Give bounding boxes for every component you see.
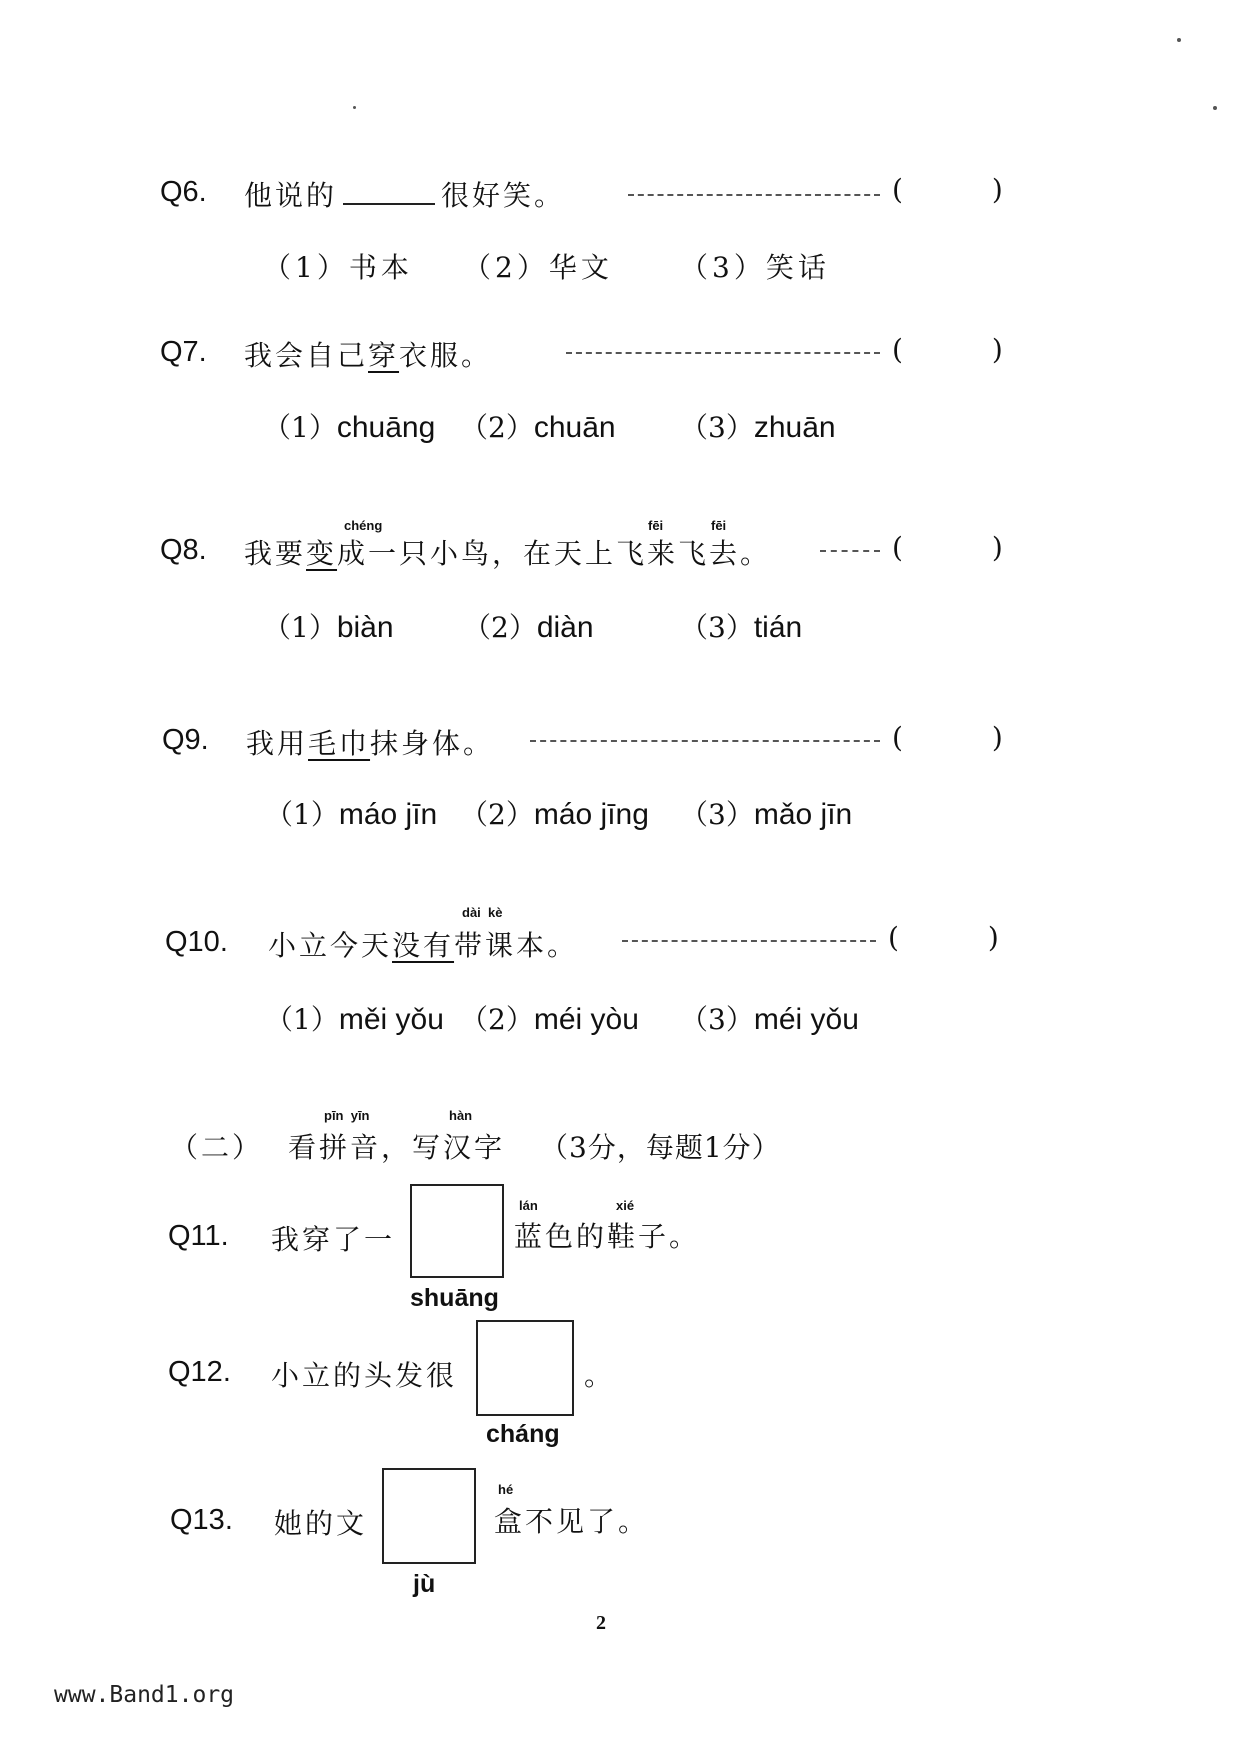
- dashed-leader: [820, 550, 880, 552]
- question-sentence: 小立今天没有带课本。: [268, 929, 579, 962]
- option-1: （1）biàn: [263, 611, 394, 644]
- sentence-text: 蓝色的鞋子。: [514, 1220, 701, 1253]
- answer-box[interactable]: [410, 1184, 504, 1278]
- question-sentence: 我会自己穿衣服。: [244, 339, 493, 372]
- answer-parentheses[interactable]: ( ): [888, 921, 999, 954]
- target-word: 毛巾: [308, 727, 371, 760]
- answer-parentheses[interactable]: ( ): [892, 173, 1003, 206]
- footer-url: www.Band1.org: [54, 1682, 235, 1708]
- option-1: （1）máo jīn: [265, 798, 438, 831]
- scan-speck: [1177, 38, 1181, 42]
- ruby-pinyin: hàn: [449, 1108, 473, 1123]
- question-number: Q6.: [160, 176, 207, 208]
- ruby-pinyin: hé: [498, 1482, 514, 1497]
- page-number: 2: [596, 1612, 606, 1634]
- question-sentence: 我用毛巾抹身体。: [246, 727, 495, 760]
- sentence-text: 。: [584, 1359, 616, 1392]
- option-2: （2）máo jīng: [460, 798, 649, 831]
- dashed-leader: [530, 740, 880, 742]
- question-number: Q12.: [168, 1356, 231, 1388]
- option-2: （2）diàn: [463, 611, 594, 644]
- option-1: （1）书本: [263, 251, 413, 284]
- question-number: Q13.: [170, 1504, 233, 1536]
- sentence-text: 他说的: [244, 179, 338, 212]
- question-number: Q10.: [165, 926, 228, 958]
- scan-speck: [1213, 106, 1217, 110]
- sentence-text: 我穿了一: [271, 1223, 396, 1256]
- dashed-leader: [628, 194, 880, 196]
- option-2: （2）méi yòu: [460, 1003, 639, 1036]
- option-3: （3）tián: [680, 611, 803, 644]
- section-title: 看拼音，写汉字: [288, 1131, 506, 1164]
- option-1: （1）chuāng: [263, 411, 436, 444]
- sentence-text: 很好笑。: [441, 179, 566, 212]
- section-score: （3分，每题1分）: [540, 1131, 781, 1164]
- section-number: （二）: [170, 1131, 264, 1164]
- target-word: 没有: [392, 929, 455, 962]
- option-2: （2）华文: [463, 251, 613, 284]
- option-2: （2）chuān: [460, 411, 616, 444]
- answer-blank-line: [343, 203, 435, 205]
- ruby-pinyin: dài kè: [462, 905, 503, 920]
- box-pinyin: shuāng: [410, 1284, 499, 1312]
- box-pinyin: jù: [413, 1570, 436, 1598]
- question-number: Q9.: [162, 724, 209, 756]
- answer-parentheses[interactable]: ( ): [892, 333, 1003, 366]
- answer-box[interactable]: [476, 1320, 574, 1416]
- sentence-text: 她的文: [274, 1507, 368, 1540]
- box-pinyin: cháng: [486, 1420, 560, 1448]
- question-sentence: 我要变成一只小鸟，在天上飞来飞去。: [244, 537, 772, 570]
- answer-parentheses[interactable]: ( ): [892, 721, 1003, 754]
- ruby-pinyin: fēi: [648, 518, 664, 533]
- question-number: Q7.: [160, 336, 207, 368]
- dashed-leader: [566, 352, 880, 354]
- option-3: （3）笑话: [680, 251, 830, 284]
- sentence-text: 盒不见了。: [494, 1505, 650, 1538]
- ruby-pinyin: xié: [616, 1198, 635, 1213]
- answer-box[interactable]: [382, 1468, 476, 1564]
- question-number: Q8.: [160, 534, 207, 566]
- ruby-pinyin: fēi: [711, 518, 727, 533]
- option-3: （3）mǎo jīn: [680, 798, 853, 831]
- question-sentence: [244, 174, 565, 214]
- question-number: Q11.: [168, 1220, 229, 1252]
- option-3: （3）méi yǒu: [680, 1003, 859, 1036]
- dashed-leader: [622, 940, 876, 942]
- option-1: （1）měi yǒu: [265, 1003, 444, 1036]
- ruby-pinyin: pīn yīn: [324, 1108, 370, 1123]
- ruby-pinyin: chéng: [344, 518, 383, 533]
- ruby-pinyin: lán: [519, 1198, 538, 1213]
- target-word: 变: [306, 537, 338, 570]
- option-3: （3）zhuān: [680, 411, 836, 444]
- target-word: 穿: [368, 339, 400, 372]
- scan-speck: [353, 106, 356, 109]
- answer-parentheses[interactable]: ( ): [892, 531, 1003, 564]
- sentence-text: 小立的头发很: [271, 1359, 458, 1392]
